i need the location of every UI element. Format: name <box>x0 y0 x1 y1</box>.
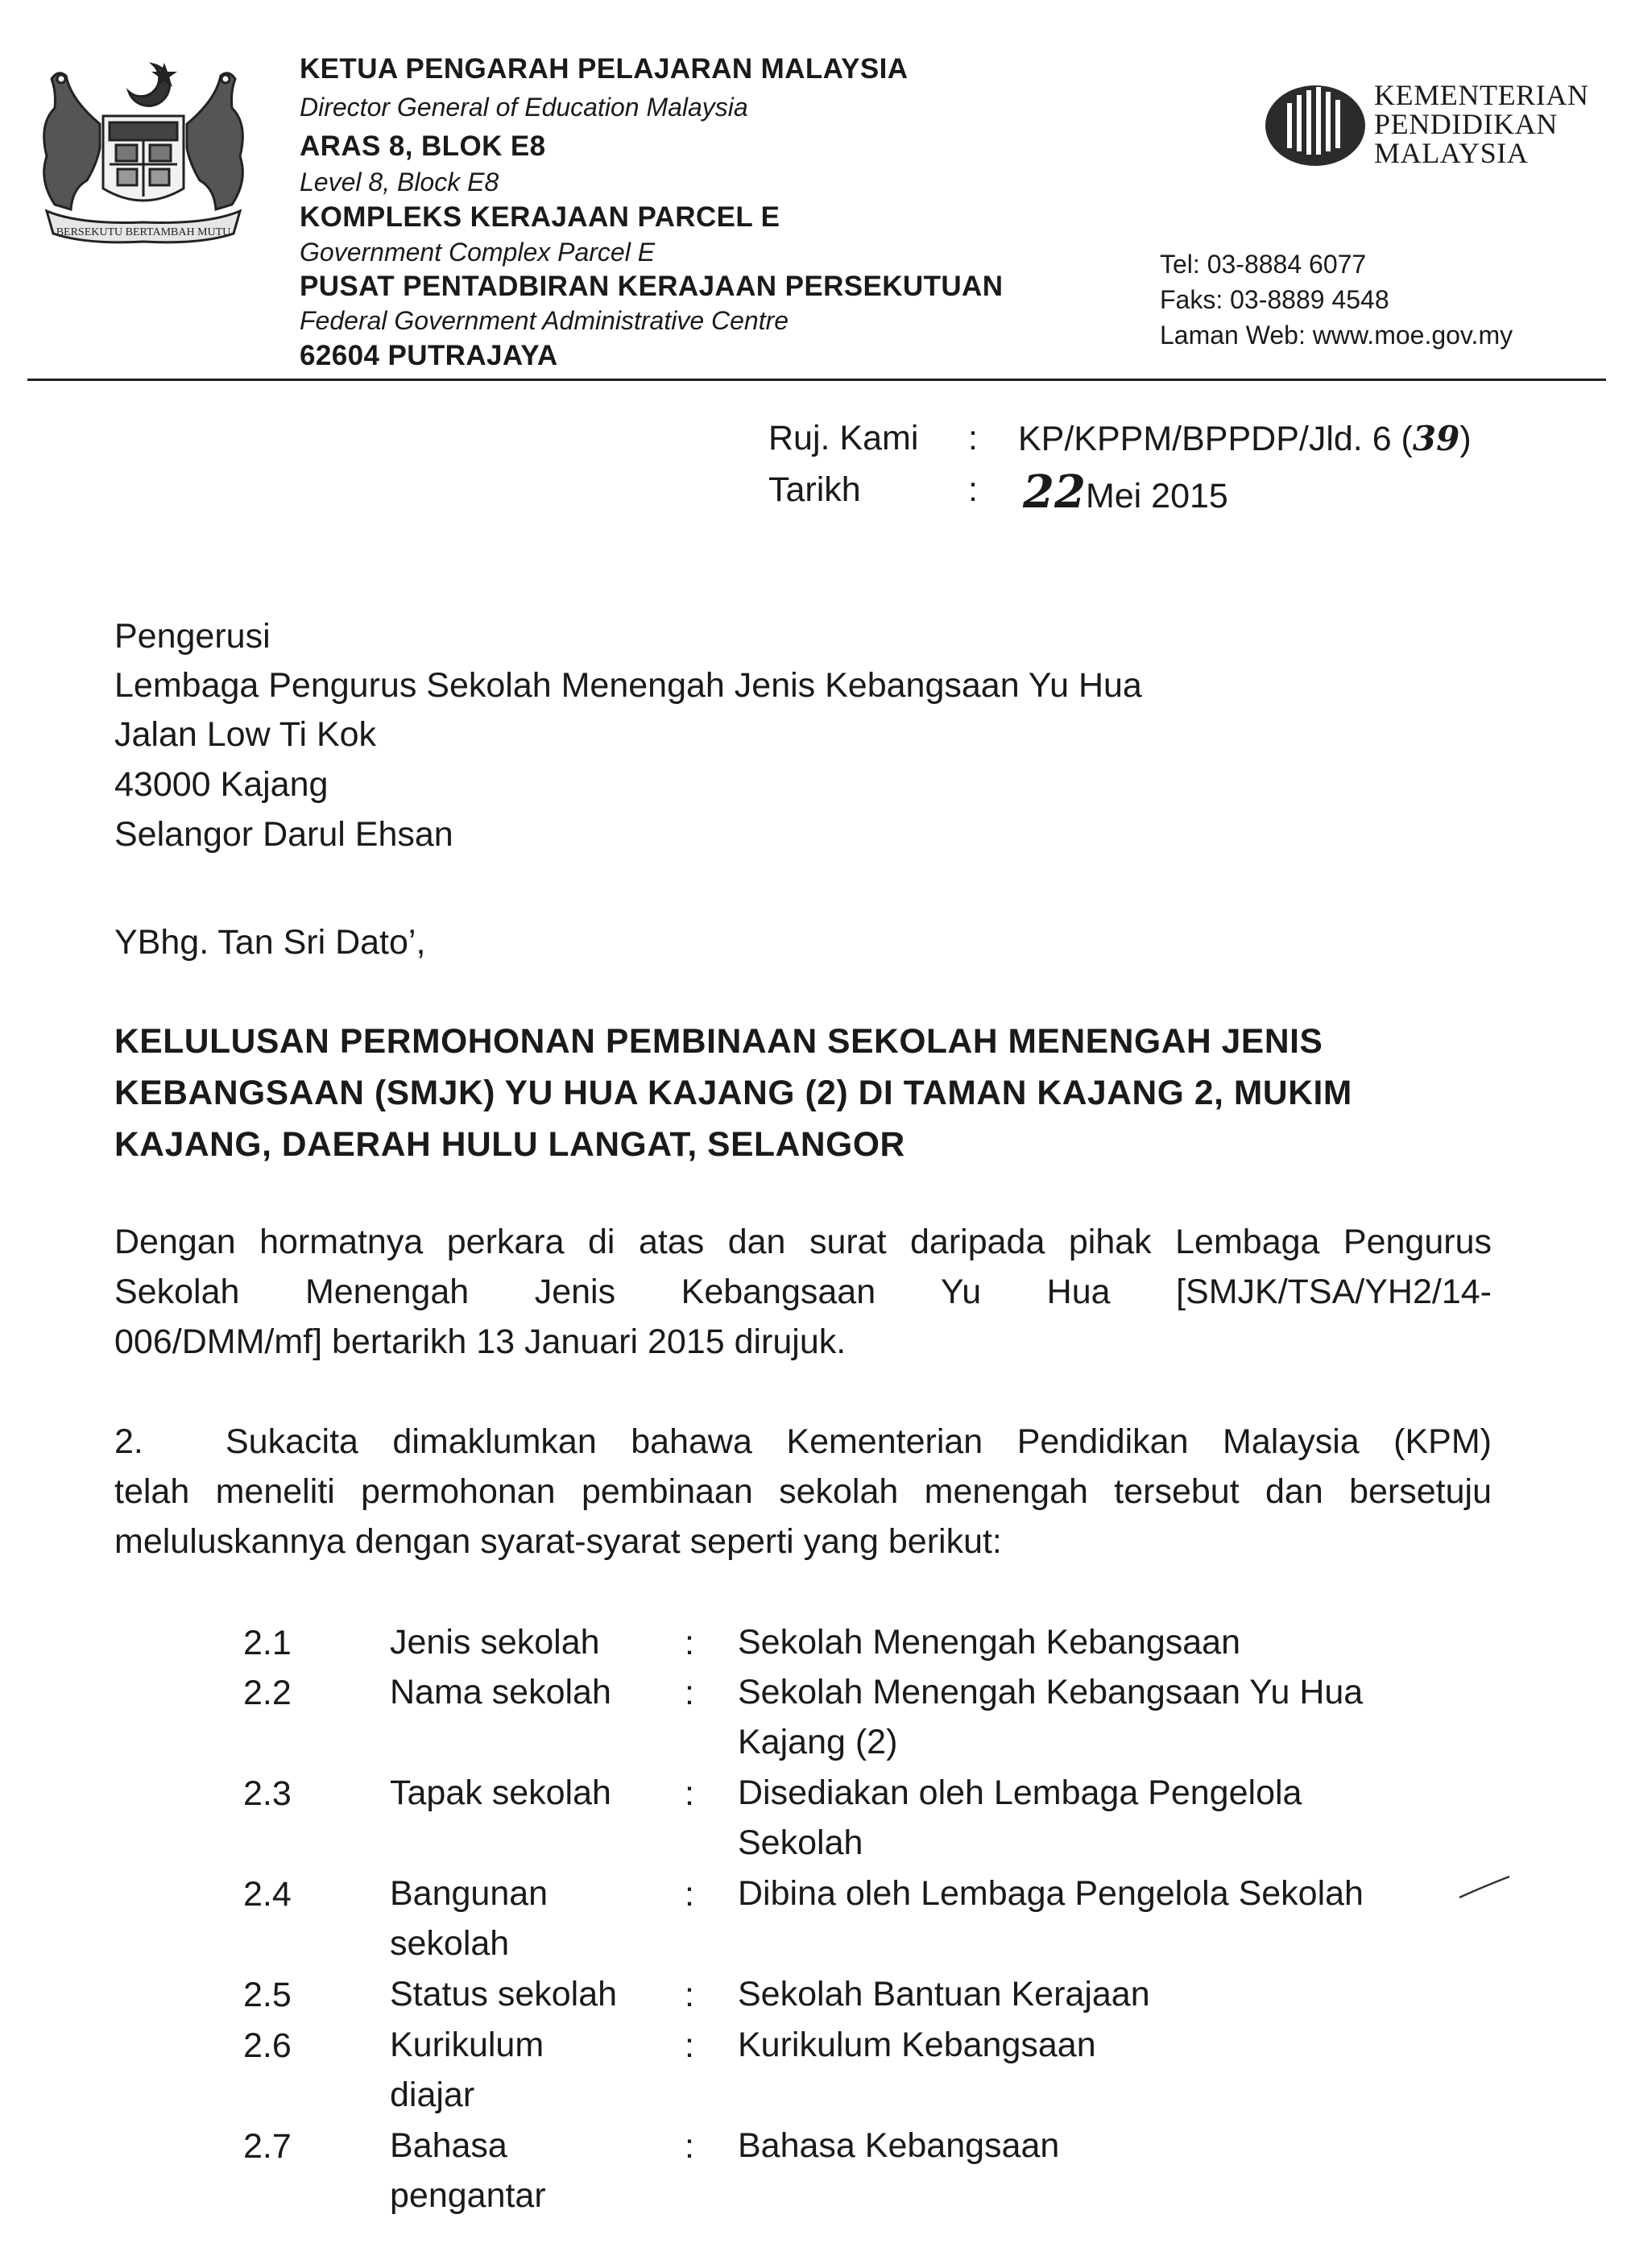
letterhead-floor-en: Level 8, Block E8 <box>300 168 499 197</box>
condition-sep: : <box>685 1774 694 1813</box>
letterhead-title-en: Director General of Education Malaysia <box>300 93 748 122</box>
condition-label: Jenis sekolah <box>390 1623 600 1662</box>
condition-number: 2.3 <box>243 1774 292 1813</box>
ref-close: ) <box>1459 420 1472 458</box>
condition-sep: : <box>685 1976 694 2014</box>
paragraph-2-number: 2. <box>114 1422 143 1461</box>
recipient-org: Lembaga Pengurus Sekolah Menengah Jenis Kebangsaan Yu Hua <box>114 666 1142 705</box>
condition-number: 2.2 <box>243 1674 292 1712</box>
date-label: Tarikh <box>768 470 861 509</box>
recipient-street: Jalan Low Ti Kok <box>114 715 377 754</box>
contact-fax: Faks: 03-8889 4548 <box>1160 285 1389 314</box>
ministry-name-line-1: KEMENTERIAN <box>1374 79 1589 111</box>
date-sep: : <box>968 470 978 509</box>
svg-text:BERSEKUTU BERTAMBAH MUTU: BERSEKUTU BERTAMBAH MUTU <box>56 226 231 238</box>
condition-sep: : <box>685 1674 694 1712</box>
subject-line-1: KELULUSAN PERMOHONAN PEMBINAAN SEKOLAH MENENGAH JENIS <box>114 1023 1323 1061</box>
ref-value <box>1018 419 1472 459</box>
paragraph-2-line-1: Sukacita dimaklumkan bahawa Kementerian Pendidikan Malaysia (KPM) <box>226 1422 1492 1461</box>
condition-sep: : <box>685 1875 694 1914</box>
paragraph-2-line-2: telah meneliti permohonan pembinaan sekolah menengah tersebut dan bersetuju <box>114 1472 1492 1511</box>
ministry-logo-icon <box>1263 79 1368 169</box>
contact-website: Laman Web: www.moe.gov.my <box>1160 321 1513 350</box>
date-value <box>1023 466 1228 519</box>
letterhead-complex: KOMPLEKS KERAJAAN PARCEL E <box>300 201 780 233</box>
recipient-city: 43000 Kajang <box>114 765 329 804</box>
condition-number: 2.5 <box>243 1976 292 2014</box>
letterhead-centre: PUSAT PENTADBIRAN KERAJAAN PERSEKUTUAN <box>300 271 1004 302</box>
paragraph-1-line-1: Dengan hormatnya perkara di atas dan surat daripada pihak Lembaga Pengurus <box>114 1223 1492 1261</box>
condition-value: Sekolah Menengah Kebangsaan Yu Hua Kajang (2) <box>738 1673 1364 1761</box>
condition-number: 2.6 <box>243 2026 292 2065</box>
letterhead-divider <box>27 379 1606 381</box>
recipient-title: Pengerusi <box>114 617 271 656</box>
ref-number: KP/KPPM/BPPDP/Jld. 6 ( <box>1018 420 1413 458</box>
date-month-year: Mei 2015 <box>1085 477 1228 515</box>
letterhead-title: KETUA PENGARAH PELAJARAN MALAYSIA <box>300 53 909 85</box>
ref-handwritten-number: 39 <box>1412 419 1460 458</box>
paragraph-1-line-2: Sekolah Menengah Jenis Kebangsaan Yu Hua [SMJK/TSA/YH2/14- <box>114 1273 1492 1311</box>
condition-value: Sekolah Menengah Kebangsaan <box>738 1623 1241 1662</box>
condition-sep: : <box>685 1624 694 1662</box>
condition-value: Sekolah Bantuan Kerajaan <box>738 1975 1150 2013</box>
condition-label: Tapak sekolah <box>390 1773 611 1812</box>
ministry-name-line-2: PENDIDIKAN <box>1374 108 1558 140</box>
condition-label: Kurikulum diajar <box>390 2026 544 2114</box>
contact-phone: Tel: 03-8884 6077 <box>1160 250 1367 279</box>
letterhead-postcode: 62604 PUTRAJAYA <box>300 340 558 371</box>
pen-tick-mark <box>1456 1873 1513 1901</box>
condition-label: Bangunan sekolah <box>390 1874 548 1963</box>
condition-sep: : <box>685 2127 694 2166</box>
letterhead-floor: ARAS 8, BLOK E8 <box>300 130 546 162</box>
recipient-state: Selangor Darul Ehsan <box>114 815 453 854</box>
subject-line-3: KAJANG, DAERAH HULU LANGAT, SELANGOR <box>114 1126 905 1164</box>
condition-sep: : <box>685 2026 694 2065</box>
salutation: YBhg. Tan Sri Dato’, <box>114 923 426 962</box>
paragraph-1-line-3: 006/DMM/mf] bertarikh 13 Januari 2015 dirujuk. <box>114 1322 847 1361</box>
malaysia-coat-of-arms-emblem <box>23 52 264 253</box>
condition-number: 2.4 <box>243 1875 292 1914</box>
condition-number: 2.7 <box>243 2127 292 2166</box>
condition-value: Disediakan oleh Lembaga Pengelola Sekolah <box>738 1773 1302 1862</box>
condition-number: 2.1 <box>243 1624 292 1662</box>
ref-label: Ruj. Kami <box>768 419 919 457</box>
date-handwritten-day: 22 <box>1023 466 1086 519</box>
condition-label: Status sekolah <box>390 1975 618 2013</box>
letterhead-complex-en: Government Complex Parcel E <box>300 238 656 267</box>
condition-label: Bahasa pengantar <box>390 2126 546 2215</box>
condition-value: Kurikulum Kebangsaan <box>738 2026 1096 2064</box>
ref-sep: : <box>968 419 978 457</box>
subject-line-2: KEBANGSAAN (SMJK) YU HUA KAJANG (2) DI TAMAN KAJANG 2, MUKIM <box>114 1074 1352 1112</box>
condition-label: Nama sekolah <box>390 1673 611 1711</box>
paragraph-2-line-3: meluluskannya dengan syarat-syarat seperti yang berikut: <box>114 1522 1002 1561</box>
condition-value: Bahasa Kebangsaan <box>738 2126 1060 2165</box>
condition-value: Dibina oleh Lembaga Pengelola Sekolah <box>738 1874 1364 1913</box>
ministry-name-line-3: MALAYSIA <box>1374 137 1529 169</box>
letterhead-centre-en: Federal Government Administrative Centre <box>300 306 789 335</box>
